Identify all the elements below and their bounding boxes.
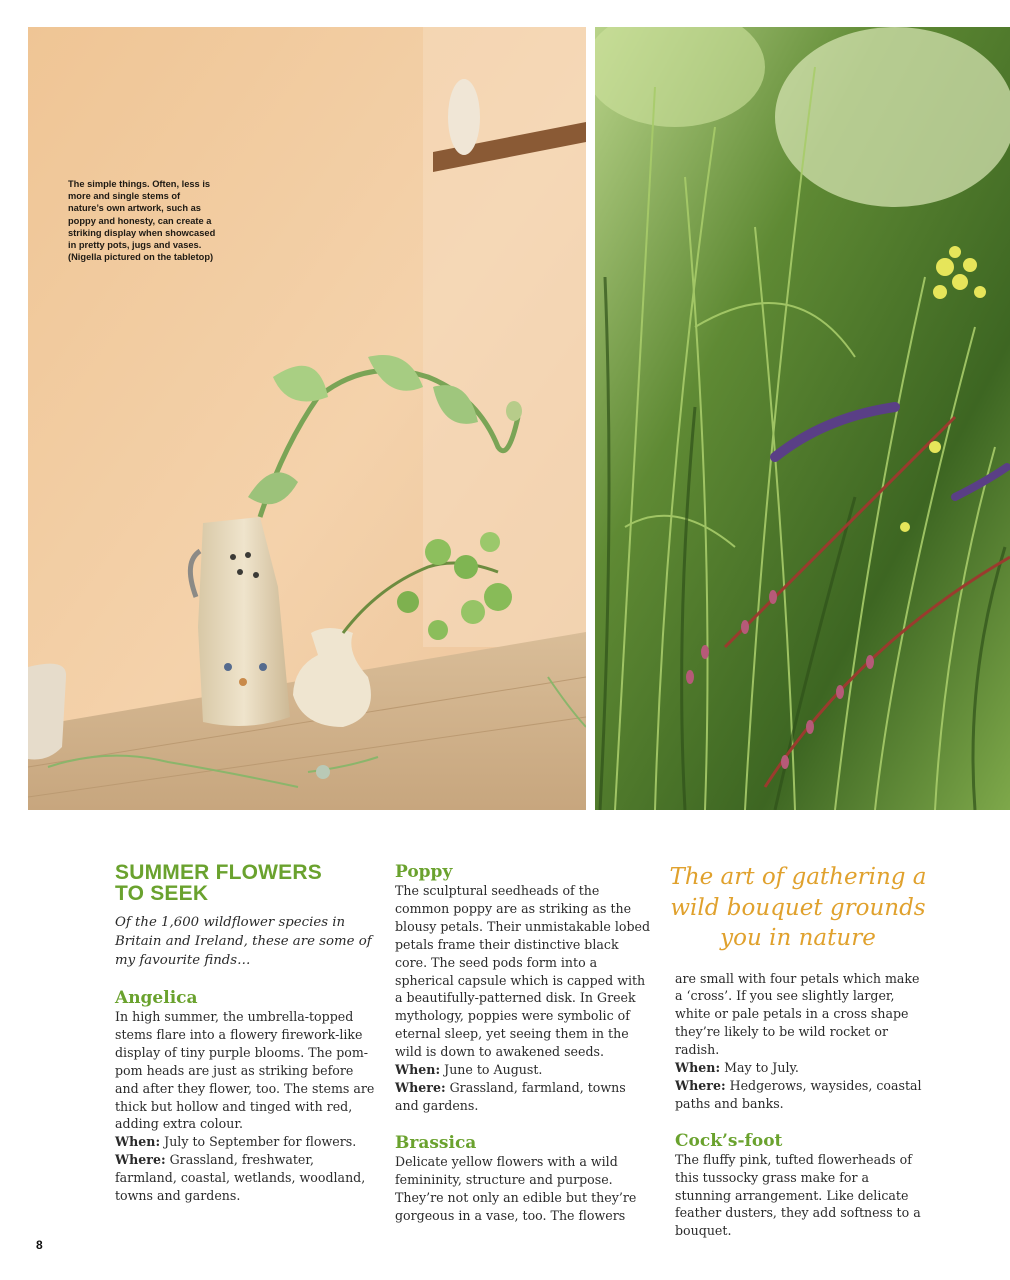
flower-body-cocksfoot: The fluffy pink, tufted flowerheads of this tussocky grass make for a stunning arrangement. Like delicate feather dusters, they add softness to a bouquet. <box>675 1151 921 1239</box>
where-value: Grassland, farmland, towns and gardens. <box>395 1079 626 1113</box>
when-label: When: <box>395 1062 441 1078</box>
photo-meadow-grasses <box>595 27 1010 810</box>
where-value: Grassland, freshwater, farmland, coastal, wetlands, woodland, towns and gardens. <box>115 1152 366 1204</box>
flower-name-brassica: Brassica <box>395 1132 477 1153</box>
flower-where-angelica <box>115 1151 375 1205</box>
flower-where-brassica <box>675 1077 925 1113</box>
column-2 <box>395 862 653 1224</box>
pull-quote: The art of gathering a wild bouquet grounds you in nature <box>669 864 927 951</box>
flower-when-angelica <box>115 1133 375 1151</box>
flower-where-poppy <box>395 1079 653 1115</box>
feature-heading <box>115 862 375 904</box>
when-value: May to July. <box>724 1060 799 1076</box>
feature-intro: Of the 1,600 wildflower species in Britain and Ireland, these are some of my favourite finds… <box>115 915 372 968</box>
photo-vases-on-table <box>28 27 586 810</box>
flower-name-poppy: Poppy <box>395 862 453 882</box>
flower-when-brassica <box>675 1059 925 1077</box>
when-value: June to August. <box>444 1062 543 1078</box>
flower-body-poppy: The sculptural seedheads of the common poppy are as striking as the blousy petals. Their unmistakable lobed petals frame their distinctive black core. The seed pods form into a spherical capsule which is capped with a beautifully-patterned disk. In Greek mythology, poppies were symbolic of eternal sleep, yet seeing them in the wild is down to awakened seeds. <box>395 883 651 1060</box>
column-1 <box>115 862 375 1205</box>
feature-heading-line-1: SUMMER FLOWERS <box>115 861 322 884</box>
flower-body-brassica-part-1: Delicate yellow flowers with a wild femininity, structure and purpose. They’re not only an edible but they’re gorgeous in a vase, too. The flowers <box>395 1153 637 1223</box>
where-label: Where: <box>115 1152 166 1168</box>
flower-body-angelica: In high summer, the umbrella-topped stems flare into a flowery firework-like display of tiny purple blooms. The pom-pom heads are just as striking before and after they flower, too. The stems are thick but hollow and tinged with red, adding extra colour. <box>115 1009 375 1132</box>
flower-name-cocksfoot: Cock’s-foot <box>675 1130 783 1151</box>
when-value: July to September for flowers. <box>164 1134 357 1150</box>
page-number: 8 <box>36 1238 43 1252</box>
when-label: When: <box>675 1060 721 1076</box>
when-label: When: <box>115 1134 161 1150</box>
vases-illustration <box>28 27 586 810</box>
where-label: Where: <box>675 1077 726 1093</box>
photo-caption: The simple things. Often, less is more and single stems of nature’s own artwork, such as poppy and honesty, can create a striking display when showcased in pretty pots, jugs and vases. (Nigella pictured on the tabletop) <box>68 179 216 263</box>
feature-heading-line-2: TO SEEK <box>115 882 209 905</box>
column-3 <box>669 862 927 1240</box>
meadow-illustration <box>595 27 1010 810</box>
flower-name-angelica: Angelica <box>115 988 198 1008</box>
flower-when-poppy <box>395 1061 653 1079</box>
where-value: Hedgerows, waysides, coastal paths and banks. <box>675 1077 922 1111</box>
flower-body-brassica-part-2: are small with four petals which make a ‘cross’. If you see slightly larger, white or pale petals in a cross shape they’re likely to be wild rocket or radish. <box>675 970 920 1058</box>
where-label: Where: <box>395 1079 446 1095</box>
